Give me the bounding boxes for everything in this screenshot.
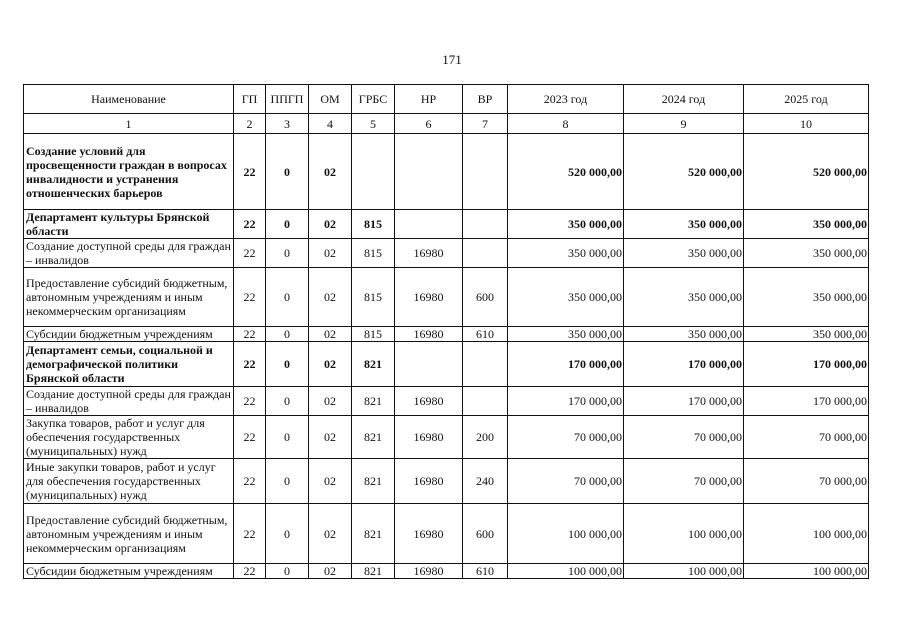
row-gp: 22 bbox=[234, 239, 266, 268]
row-amount-2023: 350 000,00 bbox=[508, 210, 624, 239]
row-nr: 16980 bbox=[395, 239, 463, 268]
row-amount-2024: 350 000,00 bbox=[624, 327, 744, 342]
row-amount-2024: 100 000,00 bbox=[624, 564, 744, 579]
row-gp: 22 bbox=[234, 134, 266, 210]
row-om: 02 bbox=[309, 416, 352, 459]
row-vr bbox=[463, 134, 508, 210]
row-name: Создание условий для просвещенности граждан в вопросах инвалидности и устранения отношенческих барьеров bbox=[24, 134, 234, 210]
col-number: 3 bbox=[266, 114, 309, 134]
row-vr bbox=[463, 342, 508, 387]
col-number: 6 bbox=[395, 114, 463, 134]
row-vr: 600 bbox=[463, 504, 508, 564]
row-grbs: 815 bbox=[352, 239, 395, 268]
col-number: 4 bbox=[309, 114, 352, 134]
row-amount-2023: 100 000,00 bbox=[508, 564, 624, 579]
row-ppgp: 0 bbox=[266, 327, 309, 342]
row-amount-2024: 100 000,00 bbox=[624, 504, 744, 564]
row-om: 02 bbox=[309, 459, 352, 504]
row-amount-2023: 520 000,00 bbox=[508, 134, 624, 210]
row-amount-2023: 350 000,00 bbox=[508, 268, 624, 327]
row-name: Субсидии бюджетным учреждениям bbox=[24, 327, 234, 342]
budget-table bbox=[23, 84, 869, 579]
header-2024: 2024 год bbox=[624, 85, 744, 114]
row-grbs: 821 bbox=[352, 342, 395, 387]
row-ppgp: 0 bbox=[266, 387, 309, 416]
row-amount-2023: 170 000,00 bbox=[508, 342, 624, 387]
row-name: Департамент семьи, социальной и демографической политики Брянской области bbox=[24, 342, 234, 387]
row-ppgp: 0 bbox=[266, 210, 309, 239]
col-number: 5 bbox=[352, 114, 395, 134]
row-gp: 22 bbox=[234, 342, 266, 387]
row-nr: 16980 bbox=[395, 327, 463, 342]
row-name: Предоставление субсидий бюджетным, автономным учреждениям и иным некоммерческим организациям bbox=[24, 268, 234, 327]
row-gp: 22 bbox=[234, 387, 266, 416]
col-number: 10 bbox=[744, 114, 869, 134]
row-om: 02 bbox=[309, 268, 352, 327]
col-number: 1 bbox=[24, 114, 234, 134]
row-amount-2024: 350 000,00 bbox=[624, 268, 744, 327]
row-om: 02 bbox=[309, 134, 352, 210]
row-gp: 22 bbox=[234, 459, 266, 504]
header-nr: НР bbox=[395, 85, 463, 114]
row-vr bbox=[463, 239, 508, 268]
row-om: 02 bbox=[309, 504, 352, 564]
row-grbs bbox=[352, 134, 395, 210]
row-gp: 22 bbox=[234, 268, 266, 327]
row-amount-2025: 100 000,00 bbox=[744, 504, 869, 564]
row-nr: 16980 bbox=[395, 268, 463, 327]
header-name: Наименование bbox=[24, 85, 234, 114]
page-number: 171 bbox=[442, 52, 462, 67]
table-row bbox=[24, 459, 869, 504]
row-vr bbox=[463, 387, 508, 416]
row-amount-2024: 520 000,00 bbox=[624, 134, 744, 210]
row-gp: 22 bbox=[234, 327, 266, 342]
col-number: 8 bbox=[508, 114, 624, 134]
header-row bbox=[24, 85, 869, 114]
table-row bbox=[24, 239, 869, 268]
table-row bbox=[24, 504, 869, 564]
table-row bbox=[24, 210, 869, 239]
row-ppgp: 0 bbox=[266, 564, 309, 579]
row-amount-2023: 100 000,00 bbox=[508, 504, 624, 564]
row-gp: 22 bbox=[234, 504, 266, 564]
row-grbs: 821 bbox=[352, 459, 395, 504]
row-amount-2025: 170 000,00 bbox=[744, 387, 869, 416]
row-grbs: 815 bbox=[352, 268, 395, 327]
row-gp: 22 bbox=[234, 210, 266, 239]
row-nr: 16980 bbox=[395, 504, 463, 564]
row-grbs: 815 bbox=[352, 210, 395, 239]
row-grbs: 821 bbox=[352, 564, 395, 579]
row-nr bbox=[395, 134, 463, 210]
row-amount-2025: 520 000,00 bbox=[744, 134, 869, 210]
row-ppgp: 0 bbox=[266, 504, 309, 564]
row-grbs: 821 bbox=[352, 387, 395, 416]
row-amount-2025: 350 000,00 bbox=[744, 327, 869, 342]
table-row bbox=[24, 564, 869, 579]
row-amount-2023: 70 000,00 bbox=[508, 459, 624, 504]
row-amount-2024: 70 000,00 bbox=[624, 416, 744, 459]
row-om: 02 bbox=[309, 210, 352, 239]
row-amount-2024: 170 000,00 bbox=[624, 342, 744, 387]
row-name: Субсидии бюджетным учреждениям bbox=[24, 564, 234, 579]
table-row bbox=[24, 342, 869, 387]
row-vr: 600 bbox=[463, 268, 508, 327]
row-amount-2025: 350 000,00 bbox=[744, 210, 869, 239]
row-gp: 22 bbox=[234, 564, 266, 579]
row-grbs: 821 bbox=[352, 416, 395, 459]
row-amount-2025: 350 000,00 bbox=[744, 239, 869, 268]
row-nr bbox=[395, 210, 463, 239]
header-vr: ВР bbox=[463, 85, 508, 114]
row-amount-2024: 350 000,00 bbox=[624, 239, 744, 268]
row-amount-2025: 70 000,00 bbox=[744, 416, 869, 459]
row-vr: 610 bbox=[463, 564, 508, 579]
row-amount-2023: 350 000,00 bbox=[508, 239, 624, 268]
row-amount-2025: 170 000,00 bbox=[744, 342, 869, 387]
row-om: 02 bbox=[309, 239, 352, 268]
header-om: ОМ bbox=[309, 85, 352, 114]
row-om: 02 bbox=[309, 342, 352, 387]
row-nr: 16980 bbox=[395, 459, 463, 504]
row-amount-2023: 170 000,00 bbox=[508, 387, 624, 416]
row-amount-2024: 170 000,00 bbox=[624, 387, 744, 416]
table-body bbox=[24, 134, 869, 579]
row-ppgp: 0 bbox=[266, 268, 309, 327]
header-gp: ГП bbox=[234, 85, 266, 114]
row-om: 02 bbox=[309, 327, 352, 342]
row-ppgp: 0 bbox=[266, 459, 309, 504]
row-vr: 610 bbox=[463, 327, 508, 342]
row-amount-2025: 70 000,00 bbox=[744, 459, 869, 504]
col-number: 2 bbox=[234, 114, 266, 134]
row-om: 02 bbox=[309, 564, 352, 579]
row-name: Предоставление субсидий бюджетным, автономным учреждениям и иным некоммерческим организациям bbox=[24, 504, 234, 564]
row-amount-2023: 350 000,00 bbox=[508, 327, 624, 342]
row-amount-2025: 350 000,00 bbox=[744, 268, 869, 327]
row-name: Закупка товаров, работ и услуг для обеспечения государственных (муниципальных) нужд bbox=[24, 416, 234, 459]
row-grbs: 821 bbox=[352, 504, 395, 564]
table-row bbox=[24, 134, 869, 210]
row-vr: 240 bbox=[463, 459, 508, 504]
header-2025: 2025 год bbox=[744, 85, 869, 114]
row-name: Департамент культуры Брянской области bbox=[24, 210, 234, 239]
row-amount-2025: 100 000,00 bbox=[744, 564, 869, 579]
header-ppgp: ППГП bbox=[266, 85, 309, 114]
table-row bbox=[24, 327, 869, 342]
row-ppgp: 0 bbox=[266, 416, 309, 459]
col-number: 7 bbox=[463, 114, 508, 134]
row-gp: 22 bbox=[234, 416, 266, 459]
table-row bbox=[24, 416, 869, 459]
row-nr bbox=[395, 342, 463, 387]
col-number: 9 bbox=[624, 114, 744, 134]
row-amount-2023: 70 000,00 bbox=[508, 416, 624, 459]
table-row bbox=[24, 387, 869, 416]
row-grbs: 815 bbox=[352, 327, 395, 342]
row-amount-2024: 70 000,00 bbox=[624, 459, 744, 504]
row-name: Создание доступной среды для граждан – инвалидов bbox=[24, 239, 234, 268]
row-nr: 16980 bbox=[395, 416, 463, 459]
row-name: Иные закупки товаров, работ и услуг для обеспечения государственных (муниципальных) нужд bbox=[24, 459, 234, 504]
row-nr: 16980 bbox=[395, 564, 463, 579]
row-amount-2024: 350 000,00 bbox=[624, 210, 744, 239]
row-name: Создание доступной среды для граждан – инвалидов bbox=[24, 387, 234, 416]
header-2023: 2023 год bbox=[508, 85, 624, 114]
row-ppgp: 0 bbox=[266, 342, 309, 387]
row-vr bbox=[463, 210, 508, 239]
column-number-row bbox=[24, 114, 869, 134]
row-om: 02 bbox=[309, 387, 352, 416]
header-grbs: ГРБС bbox=[352, 85, 395, 114]
row-nr: 16980 bbox=[395, 387, 463, 416]
table-row bbox=[24, 268, 869, 327]
row-vr: 200 bbox=[463, 416, 508, 459]
row-ppgp: 0 bbox=[266, 134, 309, 210]
row-ppgp: 0 bbox=[266, 239, 309, 268]
